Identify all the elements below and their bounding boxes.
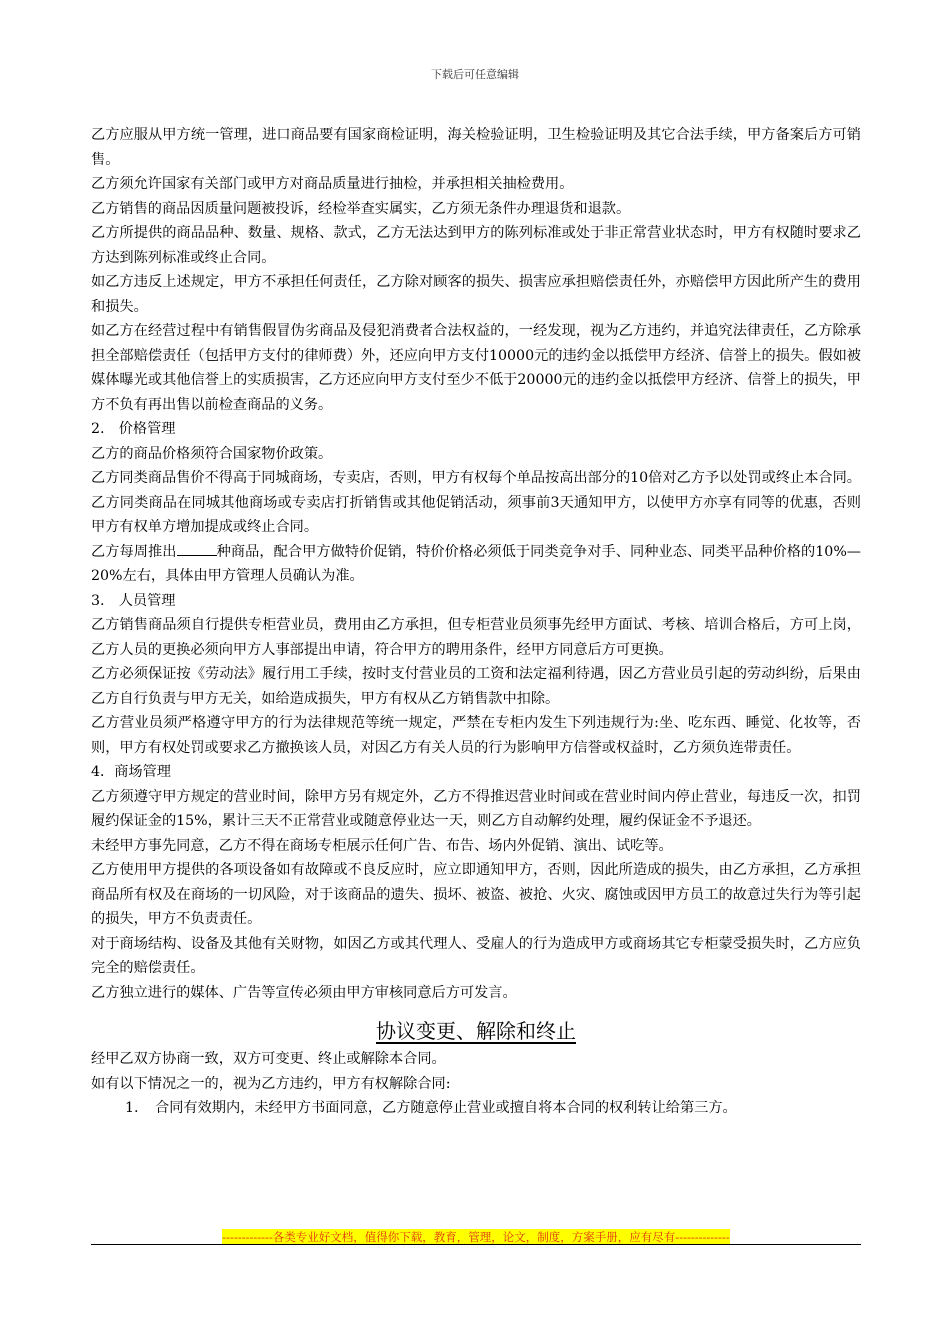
paragraph: 乙方应服从甲方统一管理，进口商品要有国家商检证明，海关检验证明，卫生检验证明及其它合法手续，甲方备案后方可销售。	[91, 127, 861, 168]
list-item	[91, 1096, 861, 1121]
section-title-personnel: 3. 人员管理	[91, 592, 176, 609]
paragraph: 对于商场结构、设备及其他有关财物，如因乙方或其代理人、受雇人的行为造成甲方或商场其它专柜蒙受损失时，乙方应负完全的赔偿责任。	[91, 935, 861, 976]
list-text: 合同有效期内，未经甲方书面同意，乙方随意停止营业或擅自将本合同的权利转让给第三方。	[155, 1100, 737, 1116]
paragraph: 乙方的商品价格须符合国家物价政策。	[91, 445, 333, 462]
paragraph: 经甲乙双方协商一致，双方可变更、终止或解除本合同。	[91, 1051, 446, 1067]
paragraph: 乙方所提供的商品品种、数量、规格、款式，乙方无法达到甲方的陈列标准或处于非正常营业状态时，甲方有权随时要求乙方达到陈列标准或终止合同。	[91, 225, 861, 266]
paragraph: 乙方必须保证按《劳动法》履行用工手续，按时支付营业员的工资和法定福利待遇，因乙方营业员引起的劳动纠纷，后果由乙方自行负责与甲方无关，如给造成损失，甲方有权从乙方销售款中扣除。	[91, 666, 861, 707]
paragraph: 未经甲方事先同意，乙方不得在商场专柜展示任何广告、布告、场内外促销、演出、试吃等。	[91, 837, 673, 854]
section-title-mall: 4．商场管理	[91, 764, 171, 780]
section-heading	[91, 1017, 861, 1045]
paragraph: 如乙方违反上述规定，甲方不承担任何责任，乙方除对顾客的损失、损害应承担赔偿责任外，亦赔偿甲方因此所产生的费用和损失。	[91, 274, 861, 315]
list-number: 1.	[125, 1100, 139, 1116]
paragraph: 乙方须遵守甲方规定的营业时间，除甲方另有规定外，乙方不得推迟营业时间或在营业时间内停止营业，每违反一次，扣罚履约保证金的15%，累计三天不正常营业或随意停业达一天，则乙方自动解约处理，履约保证金不予退还。	[91, 788, 861, 829]
page-footer	[91, 1226, 861, 1245]
paragraph: 如有以下情况之一的，视为乙方违约，甲方有权解除合同:	[91, 1075, 451, 1092]
paragraph: 乙方营业员须严格遵守甲方的行为法律规范等统一规定，严禁在专柜内发生下列违规行为:坐、吃东西、睡觉、化妆等，否则，甲方有权处罚或要求乙方撤换该人员，对因乙方有关人员的行为影响甲方信誉或权益时，乙方须负连带责任。	[91, 715, 861, 756]
fill-in-blank	[177, 541, 217, 556]
paragraph-with-blank	[91, 540, 861, 589]
paragraph: 乙方使用甲方提供的各项设备如有故障或不良反应时，应立即通知甲方，否则，因此所造成的损失，由乙方承担，乙方承担商品所有权及在商场的一切风险，对于该商品的遗失、损坏、被盗、被抢、火灾、腐蚀或因甲方员工的故意过失行为等引起的损失，甲方不负责责任。	[91, 862, 861, 927]
page-header: 下载后可任意编辑	[431, 68, 519, 81]
paragraph: 乙方须允许国家有关部门或甲方对商品质量进行抽检，并承担相关抽检费用。	[91, 176, 574, 192]
paragraph: 乙方销售的商品因质量问题被投诉，经检举查实属实，乙方须无条件办理退货和退款。	[91, 200, 631, 217]
paragraph-part: 乙方每周推出	[91, 543, 177, 560]
paragraph: 乙方同类商品在同城其他商场或专卖店打折销售或其他促销活动，须事前3天通知甲方，以使甲方亦享有同等的优惠，否则甲方有权单方增加提成或终止合同。	[91, 494, 861, 535]
section-title-price: 2. 价格管理	[91, 421, 176, 437]
footer-banner: -------------各类专业好文档，值得你下载，教育，管理，论文，制度，方案手册，应有尽有--------------	[222, 1230, 730, 1244]
paragraph: 乙方销售商品须自行提供专柜营业员，费用由乙方承担，但专柜营业员须事先经甲方面试、考核、培训合格后，方可上岗，乙方人员的更换必须向甲方人事部提出申请，符合甲方的聘用条件，经甲方同意后方可更换。	[91, 617, 861, 658]
document-body	[91, 123, 861, 1121]
paragraph: 乙方独立进行的媒体、广告等宣传必须由甲方审核同意后方可发言。	[91, 984, 517, 1001]
paragraph-part: 种商品，配合甲方做特价促销，特价价格必须低于同类竞争对手、同种业态、同类平品种价格的10%—20%左右，具体由甲方管理人员确认为准。	[91, 543, 861, 584]
paragraph: 如乙方在经营过程中有销售假冒伪劣商品及侵犯消费者合法权益的，一经发现，视为乙方违约，并追究法律责任，乙方除承担全部赔偿责任（包括甲方支付的律师费）外，还应向甲方支付10000元的违约金以抵偿甲方经济、信誉上的损失。假如被媒体曝光或其他信誉上的实质损害，乙方还应向甲方支付至少不低于20000元的违约金以抵偿甲方经济、信誉上的损失，甲方不负有再出售以前检查商品的义务。	[91, 323, 861, 413]
heading-text: 协议变更、解除和终止	[376, 1019, 576, 1043]
footer-divider	[91, 1244, 861, 1245]
paragraph: 乙方同类商品售价不得高于同城商场，专卖店，否则，甲方有权每个单品按高出部分的10倍对乙方予以处罚或终止本合同。	[91, 470, 861, 486]
